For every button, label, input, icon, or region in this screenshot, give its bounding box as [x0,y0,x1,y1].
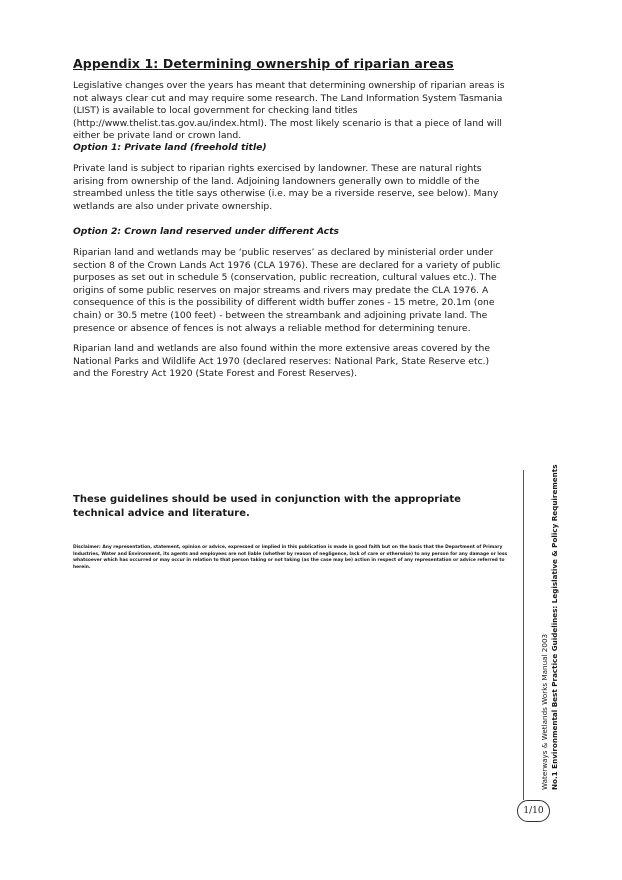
intro-text: Legislative changes over the years has meant that determining ownership of riparian areas is not always clear cut and may require some research. The Land Information System Tasmania (LIST) is available to local government for checking land titles (http://www.thelist.tas.gov.au/index.html). The most likely scenario is that a piece of land will either be private land or crown land. [73,80,505,142]
side-divider [523,470,524,800]
page-title: Appendix 1: Determining ownership of riparian areas [73,56,454,71]
option2-paragraph-1: Riparian land and wetlands may be ‘public reserves’ as declared by ministerial order under section 8 of the Crown Lands Act 1976 (CLA 1976). These are declared for a variety of public purposes as set out in schedule 5 (conservation, public recreation, cultural values etc.). The origins of some public reserves on major streams and rivers may predate the CLA 1976. A consequence of this is the possibility of different width buffer zones - 15 metre, 20.1m (one chain) or 30.5 metre (100 feet) - between the streambank and adjoining private land. The presence or absence of fences is not always a reliable method for determining tenure. [73,247,501,334]
option1-text: Private land is subject to riparian rights exercised by landowner. These are natural rights arising from ownership of the land. Adjoining landowners generally own to middle of the streambed unless the title says otherwise (i.e. may be a riverside reserve, see below). Many wetlands are also under private ownership. [73,163,499,212]
side-running-header [540,464,560,790]
option2-paragraph-2: Riparian land and wetlands are also found within the more extensive areas covered by the National Parks and Wildlife Act 1970 (declared reserves: National Park, State Reserve etc.) and the Forestry Act 1920 (State Forest and Forest Reserves). [73,343,490,380]
option1-section [73,163,505,221]
disclaimer: Disclaimer: Any representation, statement, opinion or advice, expressed or implied in this publication is made in good faith but on the basis that the Department of Primary Industries, Water and Environment, its agents and employees are not liable (whether by reason of negligence, lack of care or otherwise) to any person for any damage or loss whatsoever which has occurred or may occur in relation to that person taking or not taking (as the case may be) action in respect of any representation or advice referred to herein. [73,545,508,570]
option1-heading: Option 1: Private land (freehold title) [73,142,267,153]
intro-paragraph [73,80,505,151]
page-number-badge: 1/10 [517,800,550,822]
manual-title: Waterways & Wetlands Works Manual 2003 [540,633,549,790]
option2-heading: Option 2: Crown land reserved under different Acts [73,226,339,237]
option2-section [73,247,505,389]
guidelines-note: These guidelines should be used in conjunction with the appropriate technical advice and literature. [73,494,461,519]
section-title: No.1 Environmental Best Practice Guidelines: Legislative & Policy Requirements [550,464,559,790]
